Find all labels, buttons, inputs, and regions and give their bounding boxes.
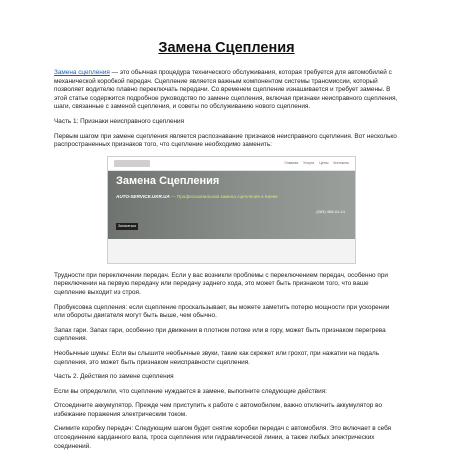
clutch-replacement-link[interactable]: Замена сцепления <box>54 69 110 76</box>
decided-paragraph: Если вы определили, что сцепление нуждается в замене, выполните следующие действия: <box>54 387 327 395</box>
screenshot-footer-strip <box>108 239 355 263</box>
burning-smell-paragraph: Запах гари. Запах гари, особенно при движении в плотном потоке или в гору, может быть признаком перегрева сцепления. <box>54 326 386 343</box>
hero-phone: (063) 466-01-14 <box>316 208 345 214</box>
hero-site-name: AUTO-SERVICE.UKR.UA <box>116 193 170 199</box>
nav-item: Услуги <box>303 160 315 165</box>
nav-item: Контакты <box>333 160 349 165</box>
first-step-paragraph: Первым шагом при замене сцепления является распознавание признаков неисправного сцепления. Вот несколько распространенных признаков того, что сцепление необходимо заменить: <box>54 132 397 149</box>
unusual-noise-paragraph: Необычные шумы: Если вы слышите необычные звуки, такие как скрежет или грохот, при нажатии на педаль сцепления, это может быть признаком неисправности сцепления. <box>54 349 380 366</box>
gearbox-paragraph: Снимите коробку передач: Следующим шагом будет снятие коробки передач с автомобиля. Это включает в себя отсоединение карданного вала, троса сцепления или гидравлической линии, а также любых электрических соединений. <box>54 425 392 450</box>
screenshot-nav <box>284 159 349 168</box>
page-title: Замена Сцепления <box>158 40 295 56</box>
nav-item: Главная <box>284 160 299 165</box>
hero-subtitle <box>116 194 316 200</box>
hero-text: — Профессиональная замена сцепления в Киеве <box>169 193 278 199</box>
clutch-slip-paragraph: Пробуксовка сцепления: если сцепление проскальзывает, вы можете заметить потерю мощности при ускорении или обороты двигателя могут быть выше, чем обычно. <box>54 303 390 320</box>
site-logo <box>114 160 150 167</box>
part2-heading: Часть 2. Действия по замене сцепления <box>54 373 174 381</box>
hero-title: Замена Сцепления <box>116 174 220 187</box>
part1-heading: Часть 1: Признаки неисправного сцепления <box>54 117 185 125</box>
battery-paragraph: Отсоедините аккумулятор. Прежде чем приступить к работе с автомобилем, важно отключить аккумулятор во избежание поражения электрическим током. <box>54 402 382 418</box>
embedded-website-screenshot <box>107 156 356 264</box>
intro-text: — это обычная процедура технического обслуживания, которая требуется для автомобилей с механической коробкой передач. Сцепление является важным компонентом системы трансмиссии, который позволяет водителю плавно переключать передачи. Со временем сцепление изнашивается и требует замены. В этой статье содержится подробное руководство по замене сцепления, включая признаки неисправного сцепления, шаги, связанные с заменой сцепления, и советы по обслуживанию нового сцепления. <box>54 69 398 111</box>
shift-difficulty-paragraph: Трудности при переключении передач. Если у вас возникли проблемы с переключением передач, особенно при переключении на первую передачу или передачу заднего хода, это может быть признаком того, что ваше сцепление выходит из строя. <box>54 271 388 296</box>
intro-paragraph <box>54 69 399 112</box>
nav-item: Цены <box>319 160 329 165</box>
screenshot-hero <box>108 171 355 239</box>
screenshot-header <box>108 157 355 171</box>
article-body <box>54 69 399 457</box>
hero-button: Записаться <box>117 223 137 228</box>
